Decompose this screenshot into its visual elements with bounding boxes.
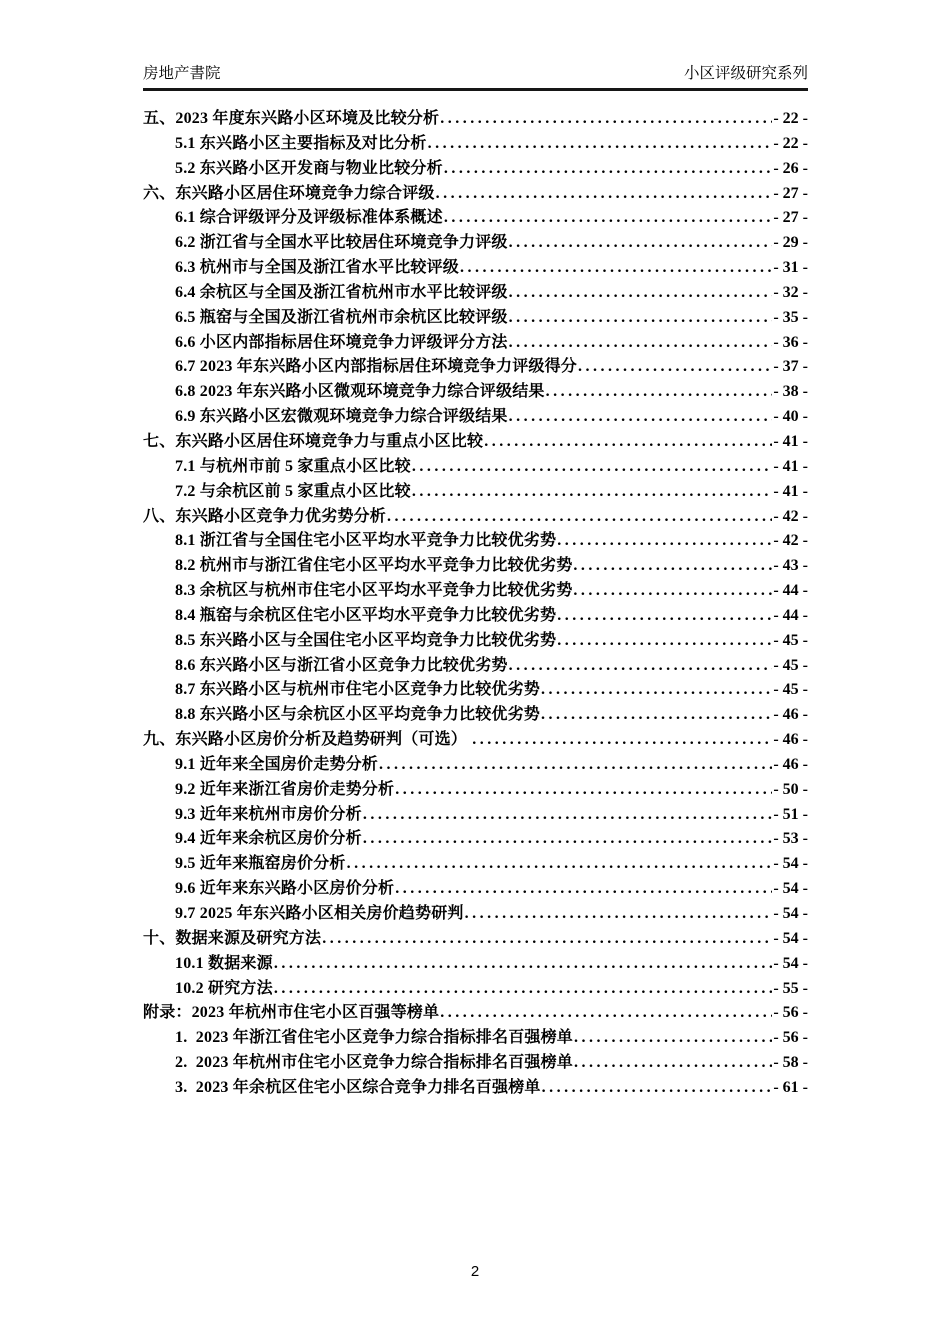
toc-entry — [143, 999, 808, 1024]
toc-entry-label: 6.1 综合评级评分及评级标准体系概述 — [175, 209, 443, 227]
toc-entry-label: 6.6 小区内部指标居住环境竞争力评级评分方法 — [175, 333, 508, 351]
toc-entry-page: - 45 - — [773, 631, 808, 649]
toc-entry-page: - 41 - — [773, 457, 808, 475]
toc-entry-page: - 42 - — [773, 532, 808, 550]
toc-entry-page: - 26 - — [773, 159, 808, 177]
toc-entry-page: - 27 - — [773, 209, 808, 227]
toc-entry-label: 3. 2023 年余杭区住宅小区综合竞争力排名百强榜单 — [175, 1078, 541, 1096]
toc-entry-label: 附录：2023 年杭州市住宅小区百强等榜单 — [143, 1004, 440, 1022]
toc-entry — [143, 378, 808, 403]
toc-entry-label: 六、东兴路小区居住环境竞争力综合评级 — [143, 184, 435, 202]
toc-entry-page: - 29 - — [773, 234, 808, 252]
toc-entry-page: - 58 - — [773, 1054, 808, 1072]
toc-entry-page: - 61 - — [773, 1078, 808, 1096]
toc-entry-page: - 27 - — [773, 184, 808, 202]
toc-dot-leader — [541, 681, 772, 699]
toc-dot-leader — [574, 1054, 772, 1072]
toc-dot-leader — [509, 284, 773, 302]
toc-entry — [143, 478, 808, 503]
toc-entry-page: - 46 - — [773, 731, 808, 749]
toc-entry — [143, 304, 808, 329]
toc-dot-leader — [574, 1029, 772, 1047]
toc-entry-label: 8.1 浙江省与全国住宅小区平均水平竞争力比较优劣势 — [175, 532, 557, 550]
toc-entry — [143, 155, 808, 180]
toc-entry-label: 8.7 东兴路小区与杭州市住宅小区竞争力比较优劣势 — [175, 681, 541, 699]
toc-entry-label: 6.2 浙江省与全国水平比较居住环境竞争力评级 — [175, 234, 508, 252]
toc-entry-page: - 22 - — [773, 110, 808, 127]
toc-dot-leader — [578, 358, 772, 376]
toc-entry-page: - 54 - — [773, 905, 808, 922]
toc-entry-label: 8.4 瓶窑与余杭区住宅小区平均水平竞争力比较优劣势 — [175, 606, 557, 624]
page-footer — [0, 1263, 950, 1280]
toc-entry-label: 9.7 2025 年东兴路小区相关房价趋势研判 — [175, 905, 464, 922]
toc-entry-label: 6.8 2023 年东兴路小区微观环境竞争力综合评级结果 — [175, 383, 545, 401]
toc-entry-label: 7.1 与杭州市前 5 家重点小区比较 — [175, 457, 411, 475]
toc-entry-page: - 56 - — [773, 1004, 808, 1022]
toc-entry-page: - 35 - — [773, 308, 808, 326]
toc-dot-leader — [542, 1079, 773, 1097]
toc-entry-page: - 54 - — [773, 929, 808, 947]
toc-entry-label: 6.5 瓶窑与全国及浙江省杭州市余杭区比较评级 — [175, 308, 508, 326]
toc-entry-label: 九、东兴路小区房价分析及趋势研判（可选） — [143, 731, 472, 749]
toc-entry-page: - 43 - — [773, 557, 808, 575]
header-left-title: 房地产書院 — [143, 65, 221, 82]
toc-entry-label: 9.4 近年来余杭区房价分析 — [175, 830, 362, 848]
toc-entry — [143, 627, 808, 652]
toc-entry-label: 9.5 近年来瓶窑房价分析 — [175, 855, 346, 873]
toc-dot-leader — [412, 483, 773, 501]
toc-entry-label: 9.3 近年来杭州市房价分析 — [175, 805, 362, 823]
toc-entry — [143, 925, 808, 950]
toc-dot-leader — [573, 582, 772, 600]
toc-dot-leader — [387, 508, 772, 526]
toc-dot-leader — [440, 1004, 772, 1022]
toc-dot-leader — [363, 830, 773, 848]
toc-entry — [143, 204, 808, 229]
toc-dot-leader — [274, 980, 773, 998]
toc-entry-page: - 44 - — [773, 606, 808, 624]
toc-entry-label: 10.2 研究方法 — [175, 979, 273, 997]
toc-dot-leader — [444, 209, 773, 227]
toc-entry — [143, 577, 808, 602]
toc-entry-page: - 42 - — [773, 507, 808, 525]
toc-entry-page: - 44 - — [773, 582, 808, 600]
toc-entry — [143, 776, 808, 801]
toc-entry-label: 五、2023 年度东兴路小区环境及比较分析 — [143, 110, 440, 127]
toc-entry-page: - 37 - — [773, 358, 808, 376]
page-number: 2 — [470, 1263, 480, 1280]
toc-entry-page: - 22 - — [773, 134, 808, 152]
toc-entry-label: 8.5 东兴路小区与全国住宅小区平均竞争力比较优劣势 — [175, 631, 557, 649]
toc-entry — [143, 652, 808, 677]
toc-dot-leader — [412, 458, 773, 476]
toc-dot-leader — [573, 557, 772, 575]
toc-dot-leader — [509, 309, 773, 327]
toc-entry — [143, 1024, 808, 1049]
toc-entry-label: 6.7 2023 年东兴路小区内部指标居住环境竞争力评级得分 — [175, 358, 578, 376]
toc-entry-page: - 36 - — [773, 333, 808, 351]
toc-entry-label: 6.4 余杭区与全国及浙江省杭州市水平比较评级 — [175, 283, 508, 301]
toc-dot-leader — [557, 607, 772, 625]
toc-dot-leader — [395, 880, 772, 898]
toc-entry-page: - 54 - — [773, 954, 808, 972]
toc-entry — [143, 552, 808, 577]
toc-entry — [143, 975, 808, 1000]
toc-entry-label: 6.9 东兴路小区宏微观环境竞争力综合评级结果 — [175, 408, 508, 426]
toc-entry — [143, 751, 808, 776]
toc-entry — [143, 850, 808, 875]
toc-list — [143, 105, 808, 1099]
toc-entry-label: 10.1 数据来源 — [175, 954, 273, 972]
toc-entry — [143, 825, 808, 850]
page-header — [143, 0, 808, 91]
toc-entry — [143, 875, 808, 900]
toc-entry-page: - 38 - — [773, 383, 808, 401]
toc-entry — [143, 453, 808, 478]
toc-entry-label: 9.1 近年来全国房价走势分析 — [175, 755, 379, 773]
toc-entry-page: - 41 - — [773, 482, 808, 500]
toc-entry-label: 9.2 近年来浙江省房价走势分析 — [175, 780, 395, 798]
toc-dot-leader — [541, 706, 772, 724]
toc-dot-leader — [428, 135, 773, 153]
toc-entry-label: 1. 2023 年浙江省住宅小区竞争力综合指标排名百强榜单 — [175, 1029, 574, 1047]
toc-entry-label: 5.1 东兴路小区主要指标及对比分析 — [175, 134, 427, 152]
toc-dot-leader — [557, 632, 772, 650]
toc-dot-leader — [444, 160, 773, 178]
toc-dot-leader — [465, 905, 773, 923]
toc-entry-page: - 53 - — [773, 830, 808, 848]
toc-entry-label: 十、数据来源及研究方法 — [143, 929, 322, 947]
toc-entry-label: 7.2 与余杭区前 5 家重点小区比较 — [175, 482, 411, 500]
toc-entry — [143, 801, 808, 826]
toc-entry-page: - 45 - — [773, 681, 808, 699]
toc-dot-leader — [363, 806, 773, 824]
toc-entry-page: - 40 - — [773, 408, 808, 426]
toc-dot-leader — [509, 234, 773, 252]
toc-entry — [143, 602, 808, 627]
toc-dot-leader — [379, 756, 772, 774]
toc-entry — [143, 950, 808, 975]
toc-entry-label: 8.6 东兴路小区与浙江省小区竞争力比较优劣势 — [175, 656, 508, 674]
toc-entry — [143, 527, 808, 552]
header-right-title: 小区评级研究系列 — [683, 65, 808, 82]
toc-entry — [143, 900, 808, 925]
toc-entry — [143, 428, 808, 453]
toc-entry — [143, 403, 808, 428]
toc-entry-label: 八、东兴路小区竞争力优劣势分析 — [143, 507, 387, 525]
toc-entry-page: - 56 - — [773, 1029, 808, 1047]
toc-entry-page: - 46 - — [773, 706, 808, 724]
toc-entry-label: 七、东兴路小区居住环境竞争力与重点小区比较 — [143, 432, 484, 450]
toc-entry — [143, 130, 808, 155]
toc-entry-page: - 50 - — [773, 780, 808, 798]
toc-entry — [143, 726, 808, 751]
toc-entry-page: - 45 - — [773, 656, 808, 674]
toc-entry — [143, 1074, 808, 1099]
toc-dot-leader — [395, 781, 772, 799]
toc-entry-page: - 51 - — [773, 805, 808, 823]
toc-entry-page: - 41 - — [773, 432, 808, 450]
toc-entry-page: - 54 - — [773, 880, 808, 898]
toc-dot-leader — [546, 383, 773, 401]
toc-dot-leader — [472, 731, 772, 749]
toc-entry — [143, 180, 808, 205]
toc-entry-label: 5.2 东兴路小区开发商与物业比较分析 — [175, 159, 443, 177]
toc-entry-page: - 32 - — [773, 283, 808, 301]
toc-entry — [143, 1049, 808, 1074]
toc-dot-leader — [322, 930, 772, 948]
toc-entry-label: 8.2 杭州市与浙江省住宅小区平均水平竞争力比较优劣势 — [175, 557, 573, 575]
toc-entry-page: - 54 - — [773, 855, 808, 873]
toc-dot-leader — [436, 185, 773, 203]
toc-entry-page: - 55 - — [773, 979, 808, 997]
toc-entry — [143, 229, 808, 254]
toc-entry-label: 2. 2023 年杭州市住宅小区竞争力综合指标排名百强榜单 — [175, 1054, 574, 1072]
toc-dot-leader — [557, 532, 772, 550]
toc-dot-leader — [274, 955, 773, 973]
toc-entry — [143, 701, 808, 726]
toc-entry-page: - 31 - — [773, 259, 808, 277]
toc-entry-label: 6.3 杭州市与全国及浙江省水平比较评级 — [175, 259, 460, 277]
toc-entry — [143, 353, 808, 378]
toc-entry-label: 8.3 余杭区与杭州市住宅小区平均水平竞争力比较优劣势 — [175, 582, 573, 600]
toc-entry — [143, 105, 808, 130]
toc-entry-label: 8.8 东兴路小区与余杭区小区平均竞争力比较优劣势 — [175, 706, 541, 724]
toc-entry — [143, 279, 808, 304]
toc-dot-leader — [509, 657, 773, 675]
toc-dot-leader — [460, 259, 772, 277]
toc-entry-page: - 46 - — [773, 755, 808, 773]
toc-entry — [143, 676, 808, 701]
toc-entry — [143, 329, 808, 354]
toc-entry — [143, 503, 808, 528]
toc-dot-leader — [509, 408, 773, 426]
toc-dot-leader — [440, 110, 772, 128]
toc-entry — [143, 254, 808, 279]
toc-dot-leader — [509, 334, 773, 352]
toc-dot-leader — [484, 433, 772, 451]
toc-dot-leader — [347, 855, 773, 873]
toc-entry-label: 9.6 近年来东兴路小区房价分析 — [175, 880, 395, 898]
